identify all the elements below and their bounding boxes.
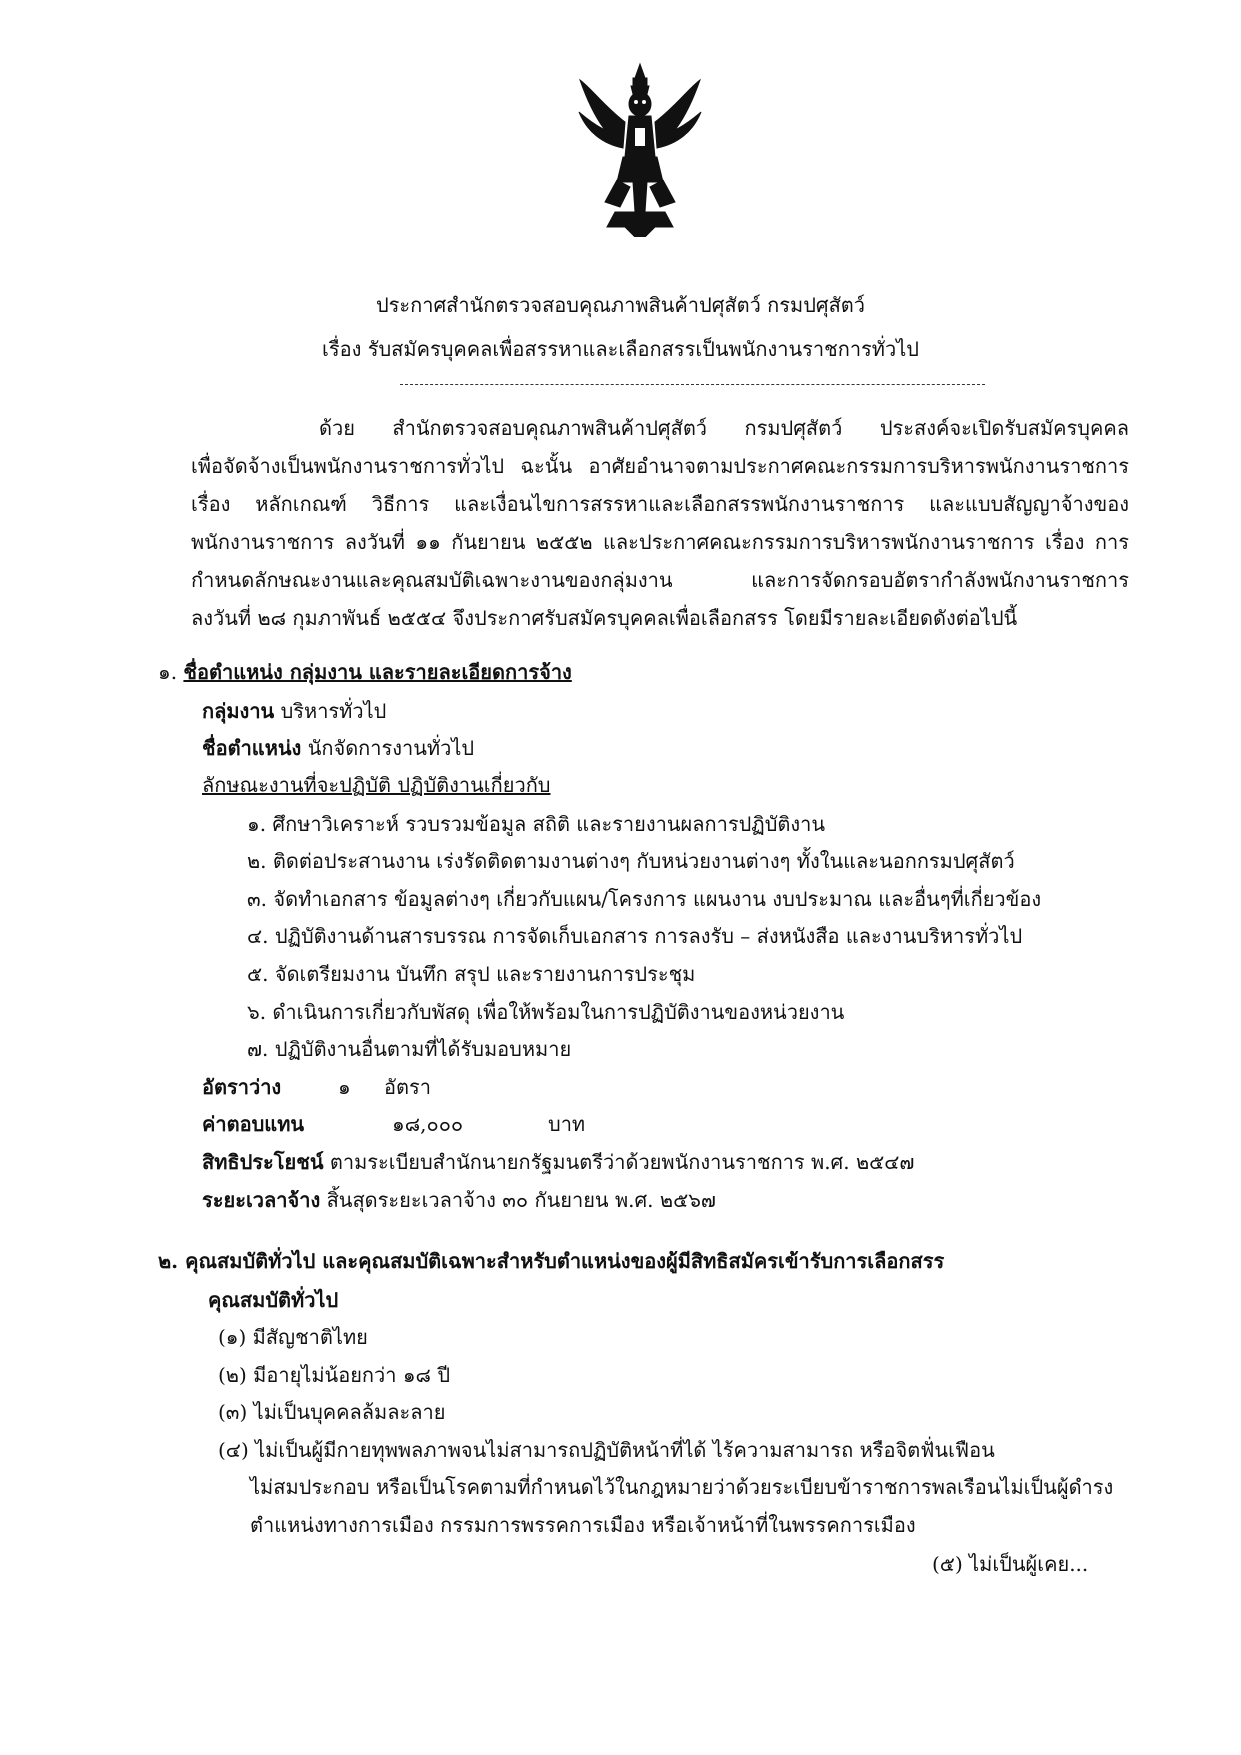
period-label: ระยะเวลาจ้าง (202, 1188, 321, 1212)
vacancy-unit: อัตรา (384, 1075, 431, 1099)
title-divider (400, 384, 985, 385)
section-number: ๒. (158, 1249, 179, 1273)
group-label: กลุ่มงาน (202, 699, 275, 723)
duty-item: ๗. ปฏิบัติงานอื่นตามที่ได้รับมอบหมาย (247, 1037, 572, 1061)
benefit-label: สิทธิประโยชน์ (202, 1150, 324, 1174)
period-row (202, 1185, 716, 1215)
intro-line: เพื่อจัดจ้างเป็นพนักงานราชการทั่วไป ฉะนั้น อาศัยอำนาจตามประกาศคณะกรรมการบริหารพนักงานราชการ (191, 454, 1129, 478)
position-row (202, 733, 474, 763)
section-1-heading (158, 657, 572, 687)
benefit-value: ตามระเบียบสำนักนายกรัฐมนตรีว่าด้วยพนักงานราชการ พ.ศ. ๒๕๔๗ (329, 1150, 915, 1174)
vacancy-label: อัตราว่าง (202, 1075, 282, 1099)
intro-paragraph (191, 409, 1129, 637)
duty-item: ๓. จัดทำเอกสาร ข้อมูลต่างๆ เกี่ยวกับแผน/โครงการ แผนงาน งบประมาณ และอื่นๆที่เกี่ยวข้อง (247, 887, 1042, 911)
pay-value: ๑๘,๐๐๐ (392, 1112, 464, 1136)
group-row (202, 696, 386, 726)
intro-line: กำหนดลักษณะงานและคุณสมบัติเฉพาะงานของกลุ่มงาน และการจัดกรอบอัตรากำลังพนักงานราชการ (191, 568, 1129, 592)
qualification-item: (๔) ไม่เป็นผู้มีกายทุพพลภาพจนไม่สามารถปฏิบัติหน้าที่ได้ ไร้ความสามารถ หรือจิตฟั่นเฟือน (218, 1438, 995, 1462)
qualification-item: (๓) ไม่เป็นบุคคลล้มละลาย (218, 1400, 446, 1424)
intro-line: ด้วย สำนักตรวจสอบคุณภาพสินค้าปศุสัตว์ กรมปศุสัตว์ ประสงค์จะเปิดรับสมัครบุคคล (319, 416, 1129, 440)
duty-item: ๑. ศึกษาวิเคราะห์ รวบรวมข้อมูล สถิติ และรายงานผลการปฏิบัติงาน (247, 812, 826, 836)
section-title: ชื่อตำแหน่ง กลุ่มงาน และรายละเอียดการจ้าง (183, 660, 572, 684)
position-label: ชื่อตำแหน่ง (202, 736, 302, 760)
announcement-title: ประกาศสำนักตรวจสอบคุณภาพสินค้าปศุสัตว์ กรมปศุสัตว์ (375, 293, 866, 317)
general-qualifications-heading: คุณสมบัติทั่วไป (208, 1288, 339, 1312)
pay-label: ค่าตอบแทน (202, 1112, 305, 1136)
vacancy-number: ๑ (338, 1075, 351, 1099)
section-title: คุณสมบัติทั่วไป และคุณสมบัติเฉพาะสำหรับตำแหน่งของผู้มีสิทธิสมัครเข้ารับการเลือกสรร (185, 1249, 945, 1273)
garuda-emblem (575, 62, 705, 237)
intro-line: พนักงานราชการ ลงวันที่ ๑๑ กันยายน ๒๕๕๒ และประกาศคณะกรรมการบริหารพนักงานราชการ เรื่อง การ (191, 530, 1129, 554)
benefit-row (202, 1147, 914, 1177)
qualification-item-continued: ตำแหน่งทางการเมือง กรรมการพรรคการเมือง หรือเจ้าหน้าที่ในพรรคการเมือง (250, 1513, 916, 1537)
duty-item: ๕. จัดเตรียมงาน บันทึก สรุป และรายงานการประชุม (247, 962, 696, 986)
position-value: นักจัดการงานทั่วไป (307, 736, 475, 760)
intro-line: ลงวันที่ ๒๘ กุมภาพันธ์ ๒๕๕๔ จึงประกาศรับสมัครบุคคลเพื่อเลือกสรร โดยมีรายละเอียดดังต่อไปนี้ (191, 606, 1018, 630)
group-value: บริหารทั่วไป (280, 699, 387, 723)
duties-heading: ลักษณะงานที่จะปฏิบัติ ปฏิบัติงานเกี่ยวกับ (202, 773, 551, 797)
intro-line: เรื่อง หลักเกณฑ์ วิธีการ และเงื่อนไขการสรรหาและเลือกสรรพนักงานราชการ และแบบสัญญาจ้างของ (191, 492, 1129, 516)
section-2-heading (158, 1246, 944, 1276)
qualification-item: (๒) มีอายุไม่น้อยกว่า ๑๘ ปี (218, 1363, 451, 1387)
duty-item: ๖. ดำเนินการเกี่ยวกับพัสดุ เพื่อให้พร้อมในการปฏิบัติงานของหน่วยงาน (247, 1000, 845, 1024)
duty-item: ๒. ติดต่อประสานงาน เร่งรัดติดตามงานต่างๆ กับหน่วยงานต่างๆ ทั้งในและนอกกรมปศุสัตว์ (247, 849, 1015, 873)
continuation-note: (๕) ไม่เป็นผู้เคย... (932, 1552, 1089, 1576)
pay-unit: บาท (548, 1112, 586, 1136)
duty-item: ๔. ปฏิบัติงานด้านสารบรรณ การจัดเก็บเอกสาร การลงรับ – ส่งหนังสือ และงานบริหารทั่วไป (247, 924, 1023, 948)
section-number: ๑. (158, 660, 178, 684)
qualification-item: (๑) มีสัญชาติไทย (218, 1325, 368, 1349)
announcement-subject: เรื่อง รับสมัครบุคคลเพื่อสรรหาและเลือกสรรเป็นพนักงานราชการทั่วไป (322, 337, 919, 361)
period-value: สิ้นสุดระยะเวลาจ้าง ๓๐ กันยายน พ.ศ. ๒๕๖๗ (326, 1188, 716, 1212)
qualification-item-continued: ไม่สมประกอบ หรือเป็นโรคตามที่กำหนดไว้ในกฎหมายว่าด้วยระเบียบข้าราชการพลเรือนไม่เป็นผู้ดำรง (250, 1475, 1114, 1499)
